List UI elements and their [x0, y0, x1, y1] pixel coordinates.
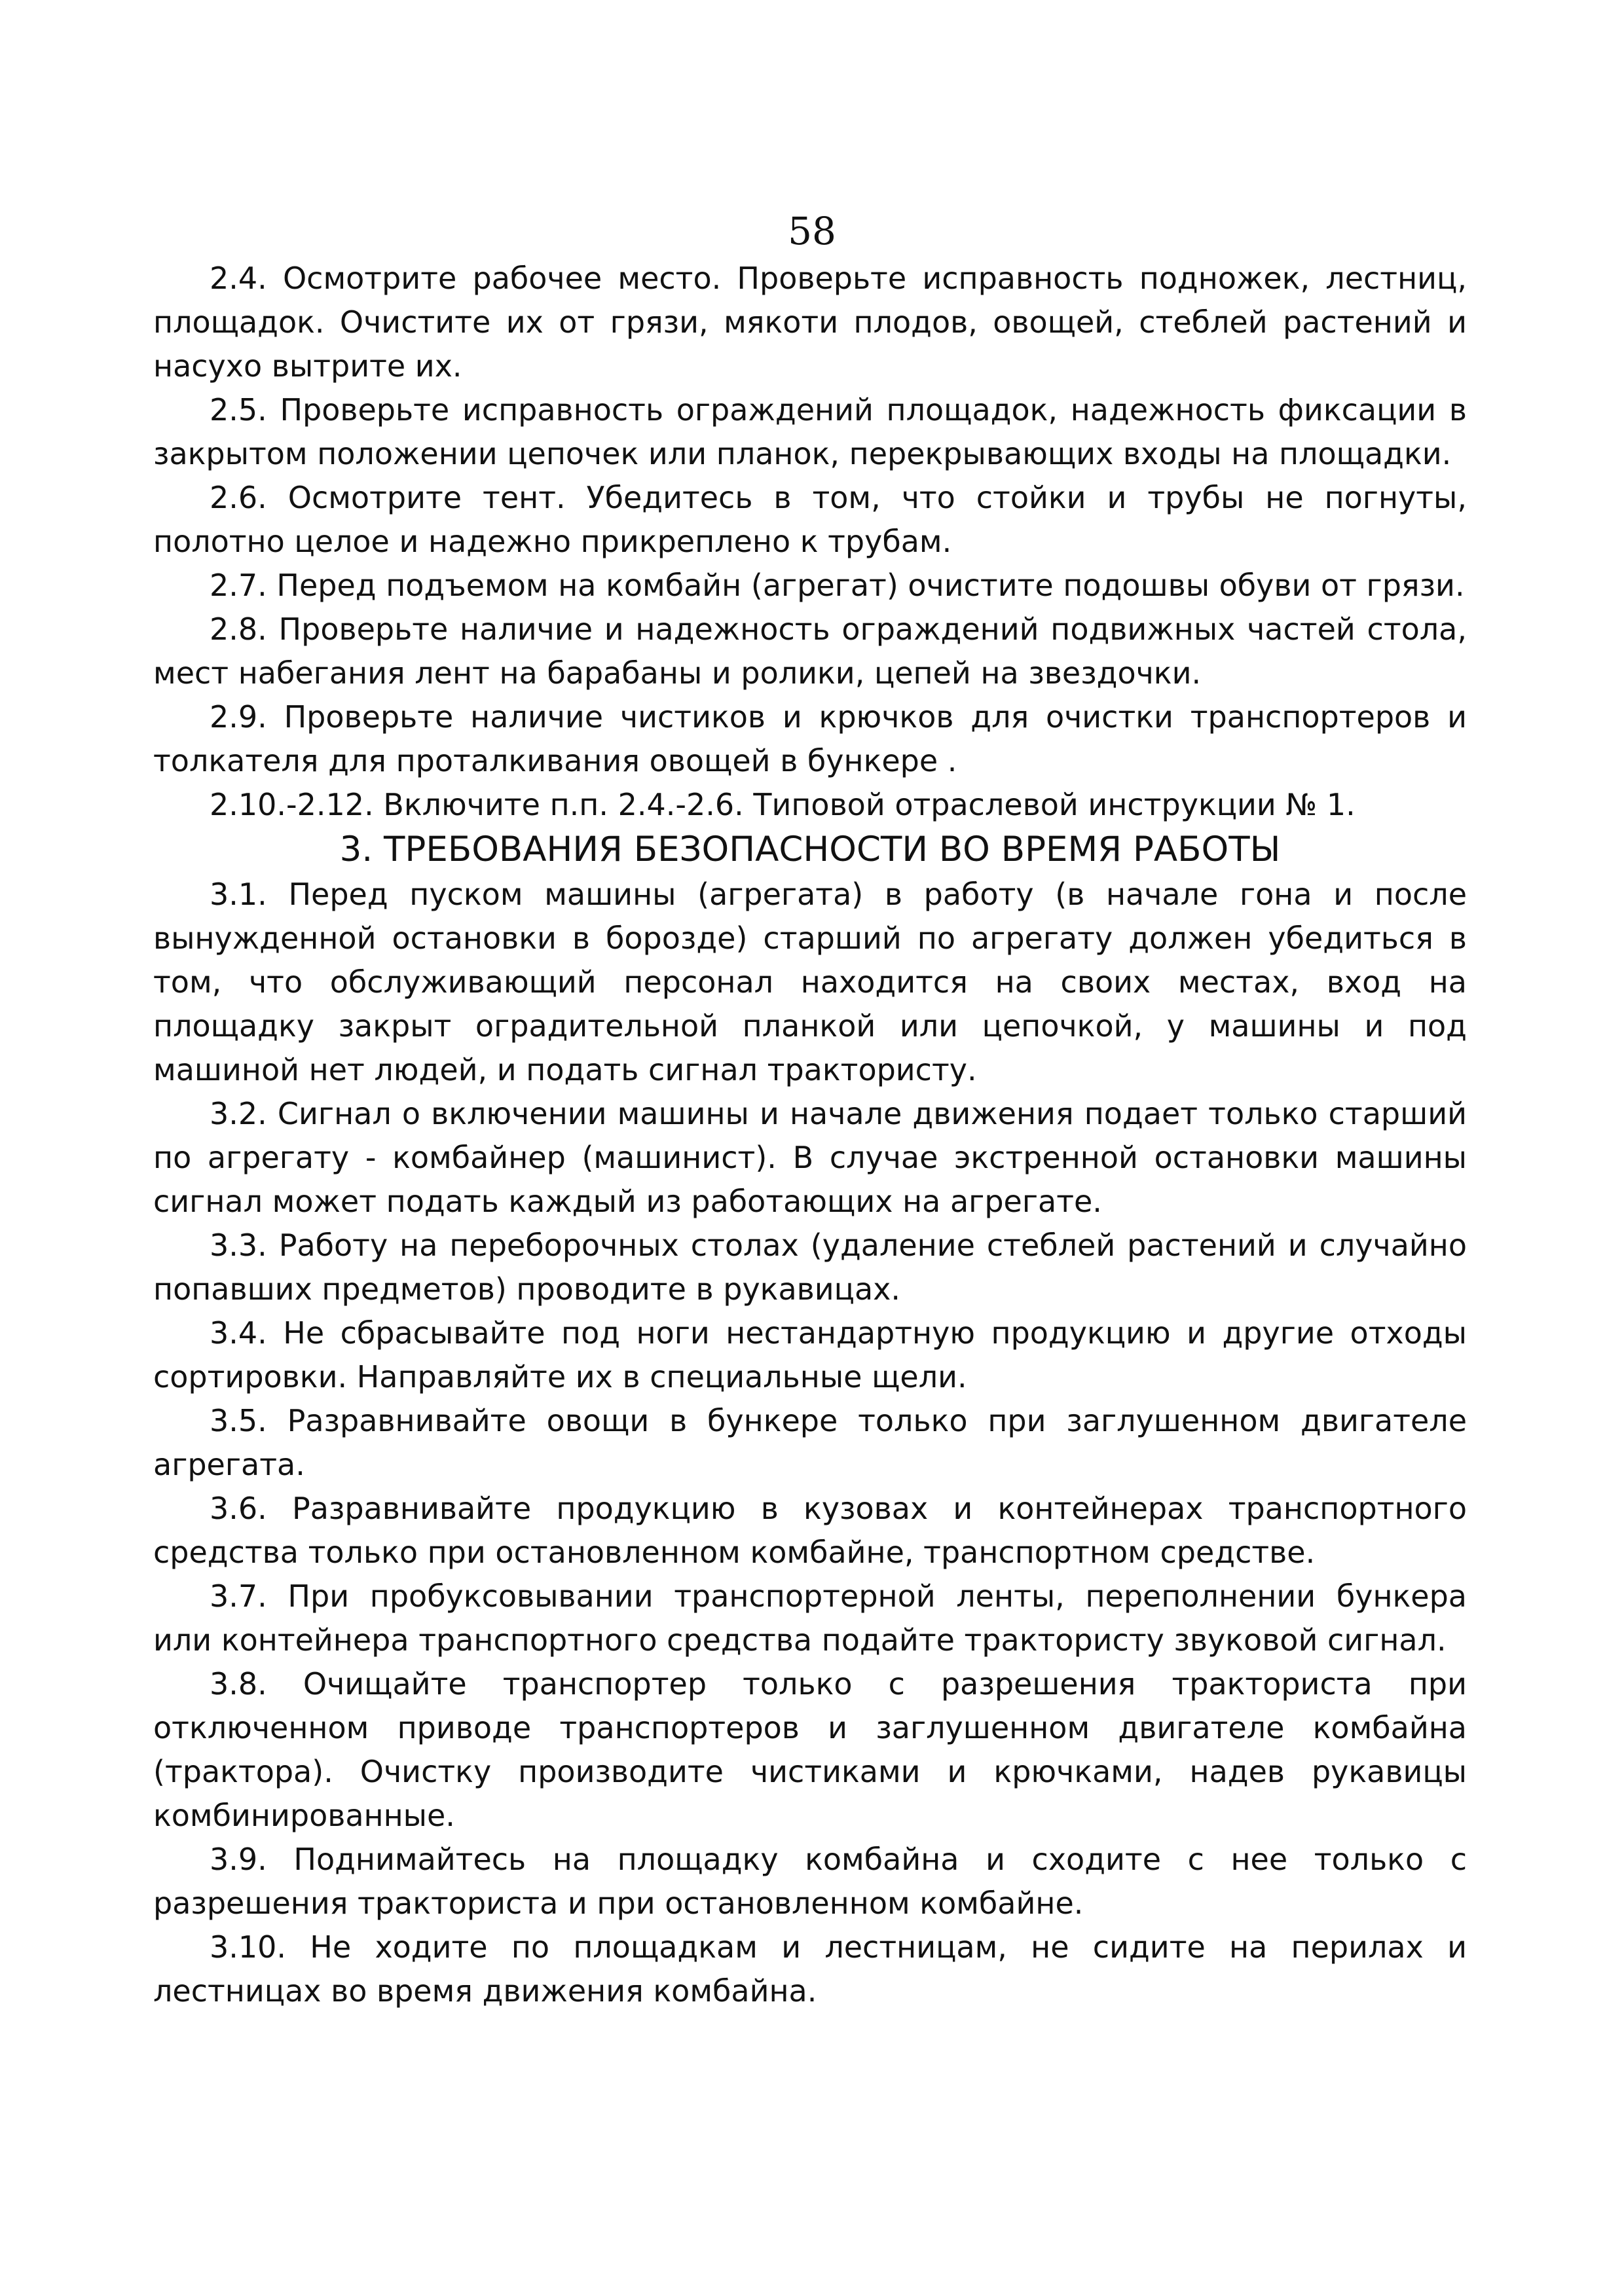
paragraph-3-3: 3.3. Работу на переборочных столах (удаление стеблей растений и случайно попавших предметов) проводите в рукавицах.: [153, 1228, 1467, 1307]
paragraph-3-9: 3.9. Поднимайтесь на площадку комбайна и сходите с нее только с разрешения тракториста и при остановленном комбайне.: [153, 1842, 1467, 1921]
paragraph-3-10: 3.10. Не ходите по площадкам и лестницам, не сидите на перилах и лестницах во время движения комбайна.: [153, 1929, 1467, 2009]
paragraph-2-9: 2.9. Проверьте наличие чистиков и крючков для очистки транспортеров и толкателя для проталкивания овощей в бункере .: [153, 699, 1467, 778]
paragraph-2-8: 2.8. Проверьте наличие и надежность ограждений подвижных частей стола, мест набегания лент на барабаны и ролики, цепей на звездочки.: [153, 611, 1467, 691]
page-number: 58: [788, 209, 836, 253]
paragraph-2-5: 2.5. Проверьте исправность ограждений площадок, надежность фиксации в закрытом положении цепочек или планок, перекрывающих входы на площадки.: [153, 392, 1467, 471]
paragraph-3-5: 3.5. Разравнивайте овощи в бункере только при заглушенном двигателе агрегата.: [153, 1403, 1467, 1482]
paragraph-2-4: 2.4. Осмотрите рабочее место. Проверьте исправность подножек, лестниц, площадок. Очистите их от грязи, мякоти плодов, овощей, стеблей растений и насухо вытрите их.: [153, 261, 1467, 384]
paragraph-2-6: 2.6. Осмотрите тент. Убедитесь в том, что стойки и трубы не погнуты, полотно целое и надежно прикреплено к трубам.: [153, 480, 1467, 559]
paragraph-3-6: 3.6. Разравнивайте продукцию в кузовах и контейнерах транспортного средства только при остановленном комбайне, транспортном средстве.: [153, 1491, 1467, 1570]
paragraph-3-4: 3.4. Не сбрасывайте под ноги нестандартную продукцию и другие отходы сортировки. Направляйте их в специальные щели.: [153, 1315, 1467, 1394]
paragraph-3-8: 3.8. Очищайте транспортер только с разрешения тракториста при отключенном приводе транспортеров и заглушенном двигателе комбайна (трактора). Очистку производите чистиками и крючками, надев рукавицы комбинированные.: [153, 1666, 1467, 1833]
paragraph-2-10-2-12: 2.10.-2.12. Включите п.п. 2.4.-2.6. Типовой отраслевой инструкции № 1.: [210, 787, 1356, 822]
document-body: [153, 257, 1467, 2013]
paragraph-2-7: 2.7. Перед подъемом на комбайн (агрегат) очистите подошвы обуви от грязи.: [210, 568, 1465, 603]
paragraph-3-7: 3.7. При пробуксовывании транспортерной ленты, переполнении бункера или контейнера транспортного средства подайте трактористу звуковой сигнал.: [153, 1578, 1467, 1658]
paragraph-3-2: 3.2. Сигнал о включении машины и начале движения подает только старший по агрегату - комбайнер (машинист). В случае экстренной остановки машины сигнал может подать каждый из работающих на агрегате.: [153, 1096, 1467, 1219]
paragraph-3-1: 3.1. Перед пуском машины (агрегата) в работу (в начале гона и после вынужденной остановки в борозде) старший по агрегату должен убедиться в том, что обслуживающий персонал находится на своих местах, вход на площадку закрыт оградительной планкой или цепочкой, у машины и под машиной нет людей, и подать сигнал трактористу.: [153, 877, 1467, 1087]
section-heading: 3. ТРЕБОВАНИЯ БЕЗОПАСНОСТИ ВО ВРЕМЯ РАБОТЫ: [339, 829, 1281, 869]
